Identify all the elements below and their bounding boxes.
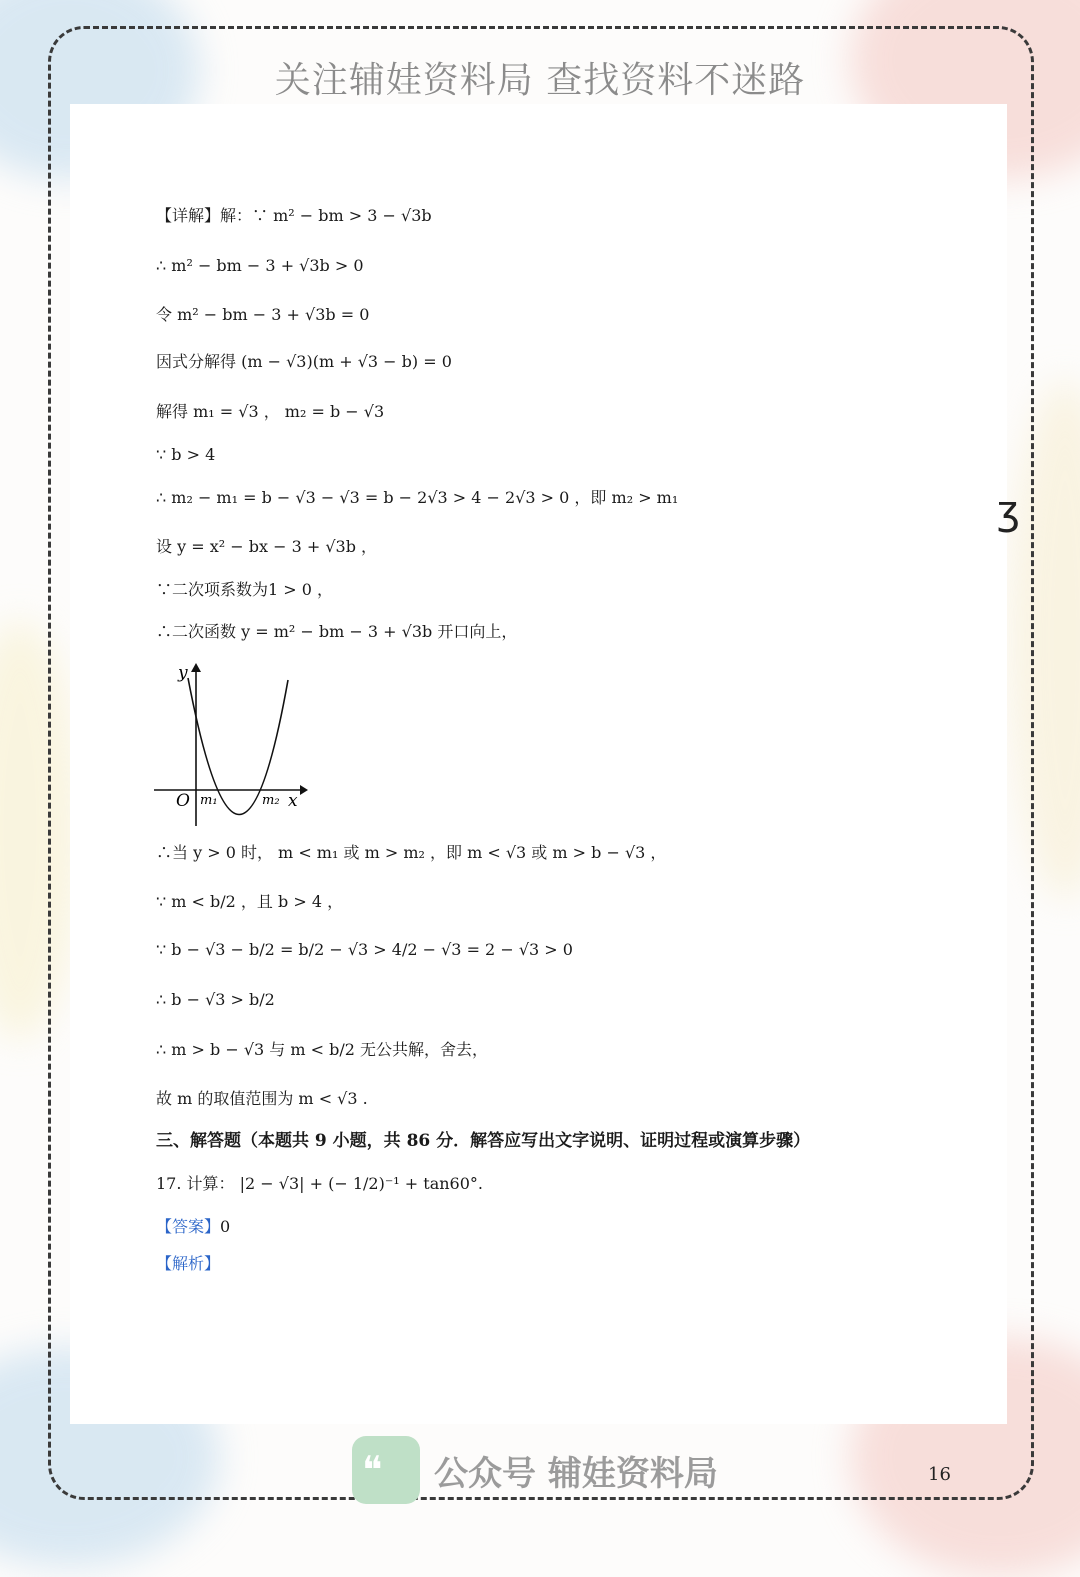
solution-line: ∴二次函数 y = m² − bm − 3 + √3b 开口向上， bbox=[156, 622, 518, 641]
y-axis-arrow bbox=[191, 663, 201, 672]
solution-line: 设 y = x² − bx − 3 + √3b ， bbox=[156, 537, 378, 556]
solution-line: 解得 m₁ = √3 ， m₂ = b − √3 bbox=[156, 402, 385, 421]
page-number: 16 bbox=[928, 1464, 951, 1485]
problem-17: 17. 计算： |2 − √3| + (− 1/2)⁻¹ + tan60°. bbox=[156, 1174, 483, 1193]
answer-tag: 【答案】 bbox=[156, 1217, 221, 1236]
analysis-label: 【解析】 bbox=[156, 1254, 221, 1273]
analysis-tag bbox=[156, 1254, 220, 1274]
parabola-graph bbox=[150, 660, 310, 830]
solution-line: ∵ b − √3 − b/2 = b/2 − √3 > 4/2 − √3 = 2 − √3 > 0 bbox=[156, 940, 573, 959]
section-title: 三、解答题（本题共 9 小题，共 86 分．解答应写出文字说明、证明过程或演算步骤） bbox=[156, 1131, 811, 1151]
solution-line: ∵二次项系数为1 > 0 ， bbox=[156, 580, 334, 599]
solution-line: ∴ m₂ − m₁ = b − √3 − √3 = b − 2√3 > 4 − 2√3 > 0 ，即 m₂ > m₁ bbox=[156, 488, 679, 507]
solution-line: 因式分解得 (m − √3)(m + √3 − b) = 0 bbox=[156, 352, 452, 371]
doodle-icon: ʒ bbox=[996, 488, 1020, 534]
origin-label: O bbox=[176, 791, 190, 811]
root1-label: m₁ bbox=[200, 793, 218, 808]
page-header: 关注辅娃资料局 查找资料不迷路 bbox=[274, 60, 806, 101]
x-axis-arrow bbox=[300, 785, 308, 795]
answer-line bbox=[156, 1217, 230, 1237]
solution-line: ∴ b − √3 > b/2 bbox=[156, 990, 275, 1009]
solution-line: ∵ m < b/2 ，且 b > 4 ， bbox=[156, 892, 344, 911]
answer-value: 0 bbox=[220, 1217, 231, 1236]
solution-line: 令 m² − bm − 3 + √3b = 0 bbox=[156, 305, 370, 324]
y-axis-label: y bbox=[178, 663, 188, 683]
root2-label: m₂ bbox=[262, 793, 280, 808]
chat-bubble-icon: ❝ bbox=[362, 1448, 383, 1492]
solution-line: ∴ m² − bm − 3 + √3b > 0 bbox=[156, 256, 364, 275]
solution-line: ∵ b > 4 bbox=[156, 445, 216, 464]
solution-line: 故 m 的取值范围为 m < √3 . bbox=[156, 1089, 368, 1108]
solution-line: 【详解】解：∵ m² − bm > 3 − √3b bbox=[156, 206, 432, 225]
wechat-icon bbox=[352, 1436, 420, 1504]
footer-label: 公众号 辅娃资料局 bbox=[434, 1454, 718, 1494]
x-axis-label: x bbox=[288, 791, 298, 811]
footer-watermark bbox=[352, 1436, 752, 1506]
solution-line: ∴ m > b − √3 与 m < b/2 无公共解，舍去， bbox=[156, 1040, 489, 1059]
solution-line: ∴当 y > 0 时， m < m₁ 或 m > m₂ ，即 m < √3 或 m > b − √3 ， bbox=[156, 843, 667, 862]
